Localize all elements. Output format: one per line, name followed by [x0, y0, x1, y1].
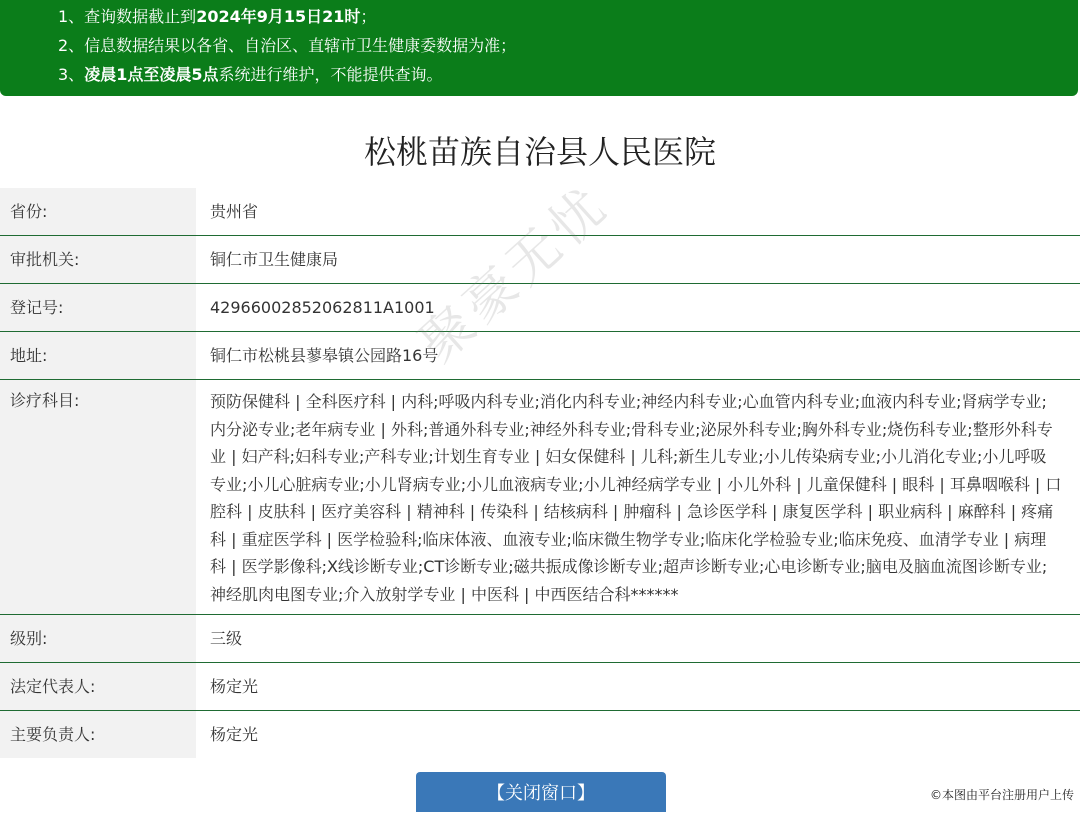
- watermark: 聚豪无忧: [408, 174, 622, 375]
- authority-value: 铜仁市卫生健康局: [196, 236, 1080, 284]
- reg-no-value: 42966002852062811A1001: [196, 284, 1080, 332]
- departments-value: 预防保健科 | 全科医疗科 | 内科;呼吸内科专业;消化内科专业;神经内科专业;心血管内科专业;血液内科专业;肾病学专业;内分泌专业;老年病专业 | 外科;普通外科专业;神经外科专业;骨科专业;泌尿外科专业;胸外科专业;烧伤科专业;整形外科专业 | 妇产科;妇科专业;产科专业;计划生育专业 | 妇女保健科 | 儿科;新生儿专业;小儿传染病专业;小儿消化专业;小儿呼吸专业;小儿心脏病专业;小儿肾病专业;小儿血液病专业;小儿神经病学专业 | 小儿外科 | 儿童保健科 | 眼科 | 耳鼻咽喉科 | 口腔科 | 皮肤科 | 医疗美容科 | 精神科 | 传染科 | 结核病科 | 肿瘤科 | 急诊医学科 | 康复医学科 | 职业病科 | 麻醉科 | 疼痛科 | 重症医学科 | 医学检验科;临床体液、血液专业;临床微生物学专业;临床化学检验专业;临床免疫、血清学专业 | 病理科 | 医学影像科;X线诊断专业;CT诊断专业;磁共振成像诊断专业;超声诊断专业;心电诊断专业;脑电及脑血流图诊断专业;神经肌肉电图专业;介入放射学专业 | 中医科 | 中西医结合科******: [196, 380, 1080, 615]
- row-principal: [0, 711, 1080, 759]
- notice-line-2: 2、信息数据结果以各省、自治区、直辖市卫生健康委数据为准；: [58, 36, 517, 55]
- principal-value: 杨定光: [196, 711, 1080, 759]
- province-value: 贵州省: [196, 188, 1080, 236]
- notice-banner: [0, 0, 1078, 96]
- reg-no-label: 登记号:: [0, 284, 196, 332]
- legal-rep-value: 杨定光: [196, 663, 1080, 711]
- page-title: 松桃苗族自治县人民医院: [363, 133, 716, 171]
- address-value: 铜仁市松桃县蓼皋镇公园路16号: [196, 332, 1080, 380]
- row-legal-rep: [0, 663, 1080, 711]
- row-reg-no: [0, 284, 1080, 332]
- row-level: [0, 615, 1080, 663]
- close-window-button[interactable]: 【关闭窗口】: [416, 772, 666, 812]
- address-label: 地址:: [0, 332, 196, 380]
- level-value: 三级: [196, 615, 1080, 663]
- province-label: 省份:: [0, 188, 196, 236]
- row-authority: [0, 236, 1080, 284]
- departments-label: 诊疗科目:: [0, 380, 196, 615]
- row-departments: [0, 380, 1080, 615]
- hospital-info-table: [0, 188, 1080, 759]
- upload-credit: ©本图由平台注册用户上传: [929, 788, 1074, 802]
- level-label: 级别:: [0, 615, 196, 663]
- row-province: [0, 188, 1080, 236]
- authority-label: 审批机关:: [0, 236, 196, 284]
- row-address: [0, 332, 1080, 380]
- notice-line-1: 1、查询数据截止到2024年9月15日21时；: [58, 7, 377, 26]
- notice-line-3: 3、凌晨1点至凌晨5点系统进行维护，不能提供查询。: [58, 65, 443, 84]
- legal-rep-label: 法定代表人:: [0, 663, 196, 711]
- principal-label: 主要负责人:: [0, 711, 196, 759]
